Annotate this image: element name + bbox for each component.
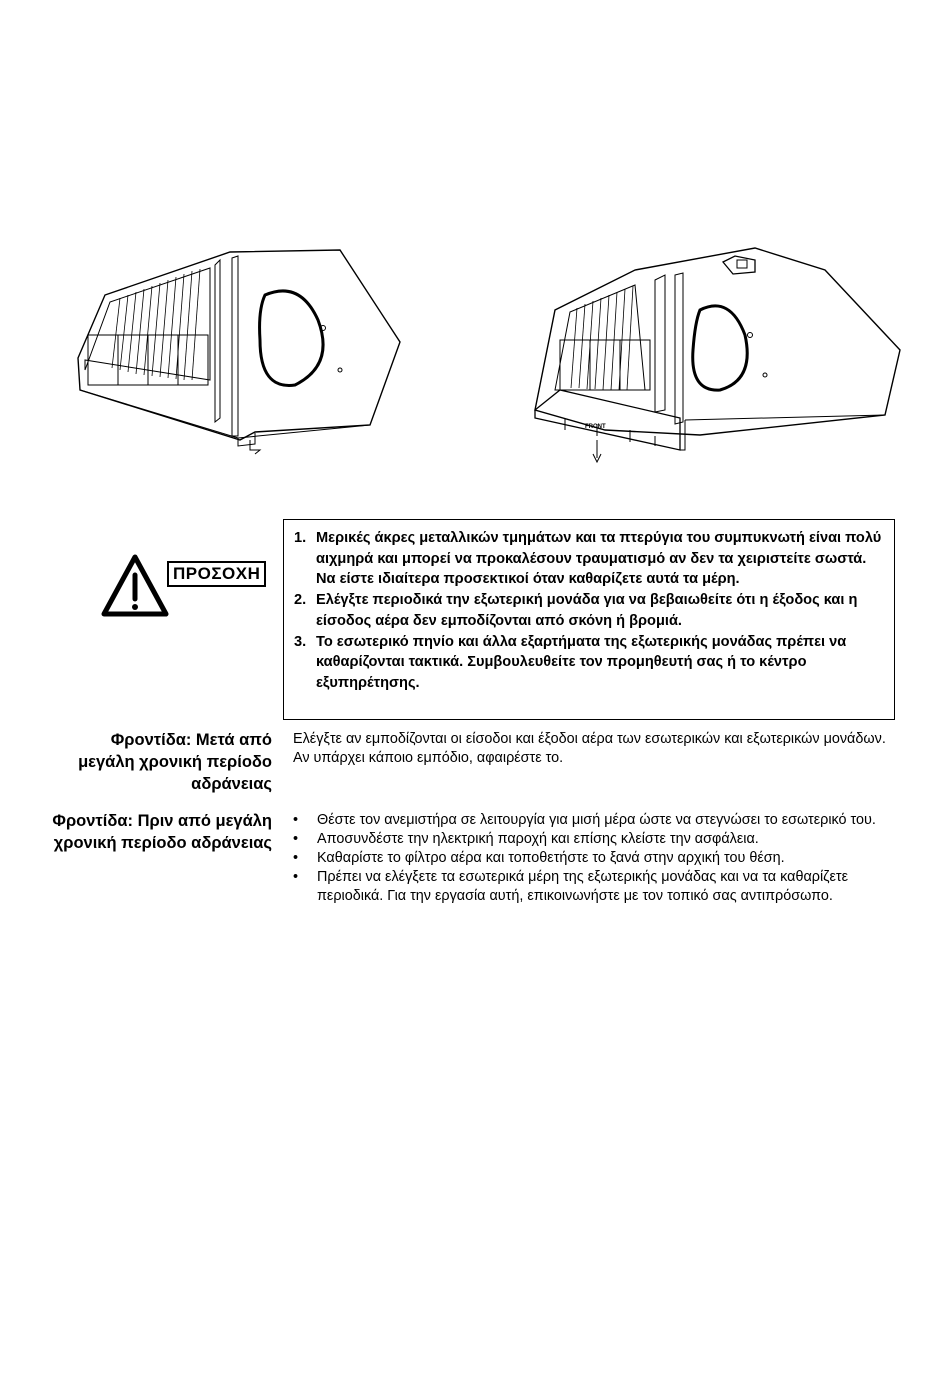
care-after-text: Ελέγξτε αν εμποδίζονται οι είσοδοι και έξοδοι αέρα των εσωτερικών και εξωτερικών μονάδων. Αν υπάρχει κάποιο εμπόδιο, αφαιρέστε το.: [293, 731, 886, 766]
caution-item-text: Μερικές άκρες μεταλλικών τμημάτων και τα πτερύγια του συμπυκνωτή είναι πολύ αιχμηρά και μπορεί να προκαλέσουν τραυματισμό αν δεν τα χειριστείτε σωστά. Να είστε ιδιαίτερα προσεκτικοί όταν καθαρίζετε αυτά τα μέρη.: [316, 530, 882, 588]
caution-box: [283, 519, 895, 720]
list-item-text: Αποσυνδέστε την ηλεκτρική παροχή και επίσης κλείστε την ασφάλεια.: [317, 831, 759, 847]
list-item-text: Καθαρίστε το φίλτρο αέρα και τοποθετήστε το ξανά στην αρχική του θέση.: [317, 850, 785, 866]
care-before-title: Φροντίδα: Πριν από μεγάλη χρονική περίοδο αδράνειας: [52, 812, 272, 852]
unit-illustration-left: [60, 240, 420, 470]
list-item: [293, 830, 893, 849]
bullet: •: [293, 812, 299, 828]
list-item-text: Πρέπει να ελέγξετε τα εσωτερικά μέρη της εξωτερικής μονάδας και να τα καθαρίζετε περιοδικά. Για την εργασία αυτή, επικοινωνήστε με τον τοπικό σας αντιπρόσωπο.: [317, 869, 849, 904]
bullet: •: [293, 869, 299, 885]
caution-item: [294, 528, 882, 590]
caution-item: [294, 590, 882, 631]
front-label: FRONT: [585, 424, 606, 430]
caution-list: [294, 528, 882, 694]
caution-item-text: Ελέγξτε περιοδικά την εξωτερική μονάδα για να βεβαιωθείτε ότι η έξοδος και η είσοδος αέρα δεν εμποδίζονται από σκόνη ή βρομιά.: [316, 592, 858, 629]
bullet: •: [293, 831, 299, 847]
caution-item-text: Το εσωτερικό πηνίο και άλλα εξαρτήματα της εξωτερικής μονάδας πρέπει να καθαρίζονται τακτικά. Συμβουλευθείτε τον προμηθευτή σας ή το κέντρο εξυπηρέτησης.: [316, 633, 847, 691]
list-item: [293, 868, 893, 906]
care-before-list: [293, 811, 893, 906]
caution-item-number: 2.: [294, 592, 307, 609]
bullet: •: [293, 850, 299, 866]
caution-item-number: 3.: [294, 633, 307, 650]
caution-item: [294, 632, 882, 694]
warning-triangle-icon: [100, 553, 170, 618]
caution-item-number: 1.: [294, 530, 307, 546]
unit-illustration-right: [525, 240, 905, 480]
list-item-text: Θέστε τον ανεμιστήρα σε λειτουργία για μισή μέρα ώστε να στεγνώσει το εσωτερικό του.: [317, 812, 876, 828]
list-item: [293, 849, 893, 868]
care-after-title: Φροντίδα: Μετά από μεγάλη χρονική περίοδο αδράνειας: [78, 731, 272, 793]
caution-label: ΠΡΟΣΟΧΗ: [167, 561, 266, 587]
list-item: [293, 811, 893, 830]
